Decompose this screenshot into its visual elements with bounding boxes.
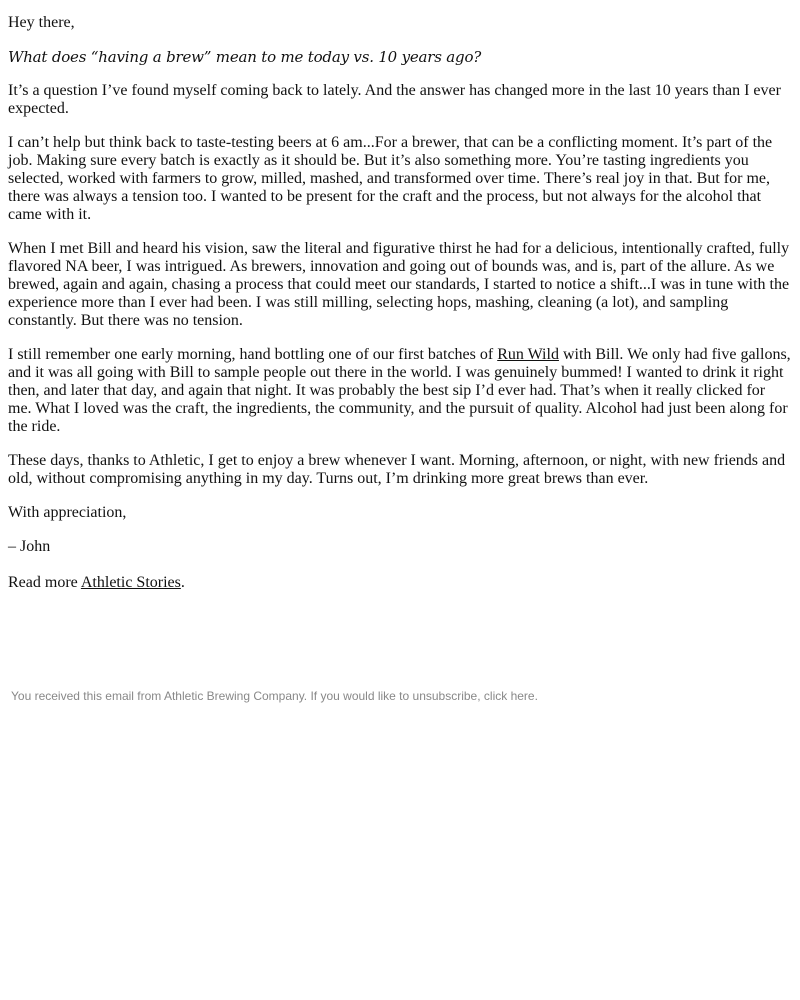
paragraph-meeting-bill: When I met Bill and heard his vision, saw the literal and figurative thirst he had for a delicious, intentionally crafted, fully flavored NA beer, I was intrigued. As brewers, innovation and going out of bounds was, and is, part of the allure. As we brewed, again and again, chasing a process that could meet our standards, I started to notice a shift...I was in tune with the experience more than I ever had been. I was still milling, selecting hops, mashing, cleaning (a lot), and sampling constantly. But there was no tension.: [8, 240, 790, 329]
paragraph-these-days: These days, thanks to Athletic, I get to enjoy a brew whenever I want. Morning, afternoon, or night, with new friends and old, without compromising anything in my day. Turns out, I’m drinking more great brews than ever.: [8, 452, 786, 487]
read-more-prefix: Read more: [8, 574, 81, 591]
paragraph-intro: It’s a question I’ve found myself coming back to lately. And the answer has changed more in the last 10 years than I ever expected.: [8, 82, 781, 117]
email-body: [8, 14, 792, 608]
run-wild-link[interactable]: Run Wild: [497, 346, 559, 363]
signoff: With appreciation,: [8, 504, 127, 521]
signature: – John: [8, 538, 51, 555]
unsubscribe-footer[interactable]: You received this email from Athletic Brewing Company. If you would like to unsubscribe, click here.: [11, 689, 538, 703]
greeting: Hey there,: [8, 14, 75, 31]
intro-question: What does “having a brew” mean to me today vs. 10 years ago?: [8, 48, 482, 66]
paragraph-run-wild-text-before: I still remember one early morning, hand bottling one of our first batches of: [8, 346, 498, 363]
read-more-line: [8, 574, 792, 592]
read-more-suffix: .: [180, 574, 185, 591]
paragraph-run-wild-text-after: with Bill. We only had five gallons, and it was all going with Bill to sample people out there in the world. I was genuinely bummed! I wanted to drink it right then, and later that day, and again that night. It was probably the best sip I’d ever had. That’s when it really clicked for me. What I loved was the craft, the ingredients, the community, and the pursuit of quality. Alcohol had just been along for the ride.: [8, 346, 791, 435]
athletic-stories-link[interactable]: Athletic Stories: [80, 574, 181, 591]
paragraph-taste-testing: I can’t help but think back to taste-testing beers at 6 am...For a brewer, that can be a conflicting moment. It’s part of the job. Making sure every batch is exactly as it should be. But it’s also something more. You’re tasting ingredients you selected, worked with farmers to grow, milled, mashed, and transformed over time. There’s real joy in that. But for me, there was always a tension too. I wanted to be present for the craft and the process, but not always for the alcohol that came with it.: [8, 134, 773, 223]
paragraph-run-wild: [8, 346, 792, 436]
